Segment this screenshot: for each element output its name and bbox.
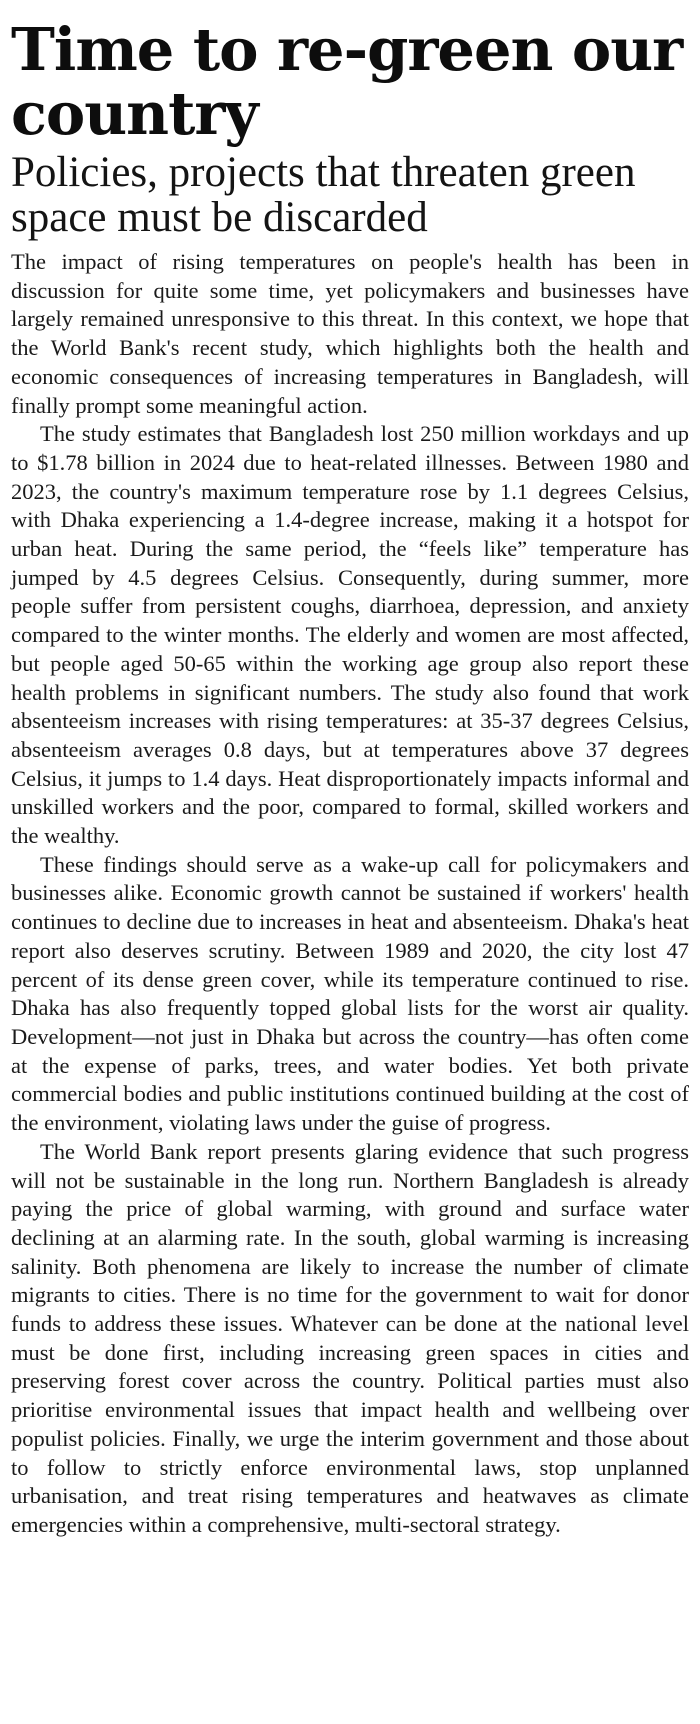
body-paragraph-2: The study estimates that Bangladesh lost 250 million workdays and up to $1.78 billion in 2024 due to heat-related illnesses. Between 1980 and 2023, the country's maximum temperature rose by 1.1 degrees Celsius, with Dhaka experiencing a 1.4-degree increase, making it a hotspot for urban heat. During the same period, the “feels like” temperature has jumped by 4.5 degrees Celsius. Consequently, during summer, more people suffer from persistent coughs, diarrhoea, depression, and anxiety compared to the winter months. The elderly and women are most affected, but people aged 50-65 within the working age group also report these health problems in significant numbers. The study also found that work absenteeism increases with rising temperatures: at 35-37 degrees Celsius, absenteeism averages 0.8 days, but at temperatures above 37 degrees Celsius, it jumps to 1.4 days. Heat disproportionately impacts informal and unskilled workers and the poor, compared to formal, skilled workers and the wealthy. xyxy=(11,421,689,849)
editorial-article xyxy=(11,15,689,1540)
body-paragraph-1: The impact of rising temperatures on people's health has been in discussion for quite some time, yet policymakers and businesses have largely remained unresponsive to this threat. In this context, we hope that the World Bank's recent study, which highlights both the health and economic consequences of increasing temperatures in Bangladesh, will finally prompt some meaningful action. xyxy=(11,249,689,418)
subheadline: Policies, projects that threaten green space must be discarded xyxy=(11,149,636,241)
body-paragraph-3: These findings should serve as a wake-up call for policymakers and businesses alike. Economic growth cannot be sustained if workers' health continues to decline due to increases in heat and absenteeism. Dhaka's heat report also deserves scrutiny. Between 1989 and 2020, the city lost 47 percent of its dense green cover, while its temperature continued to rise. Dhaka has also frequently topped global lists for the worst air quality. Development—not just in Dhaka but across the country—has often come at the expense of parks, trees, and water bodies. Yet both private commercial bodies and public institutions continued building at the cost of the environment, violating laws under the guise of progress. xyxy=(11,851,689,1136)
headline: Time to re-green our country xyxy=(11,15,683,148)
body-paragraph-4: The World Bank report presents glaring evidence that such progress will not be sustainable in the long run. Northern Bangladesh is already paying the price of global warming, with ground and surface water declining at an alarming rate. In the south, global warming is increasing salinity. Both phenomena are likely to increase the number of climate migrants to cities. There is no time for the government to wait for donor funds to address these issues. Whatever can be done at the national level must be done first, including increasing green spaces in cities and preserving forest cover across the country. Political parties must also prioritise environmental issues that impact health and wellbeing over populist policies. Finally, we urge the interim government and those about to follow to strictly enforce environmental laws, stop unplanned urbanisation, and treat rising temperatures and heatwaves as climate emergencies within a comprehensive, multi-sectoral strategy. xyxy=(11,1138,689,1537)
article-body xyxy=(11,248,689,1540)
